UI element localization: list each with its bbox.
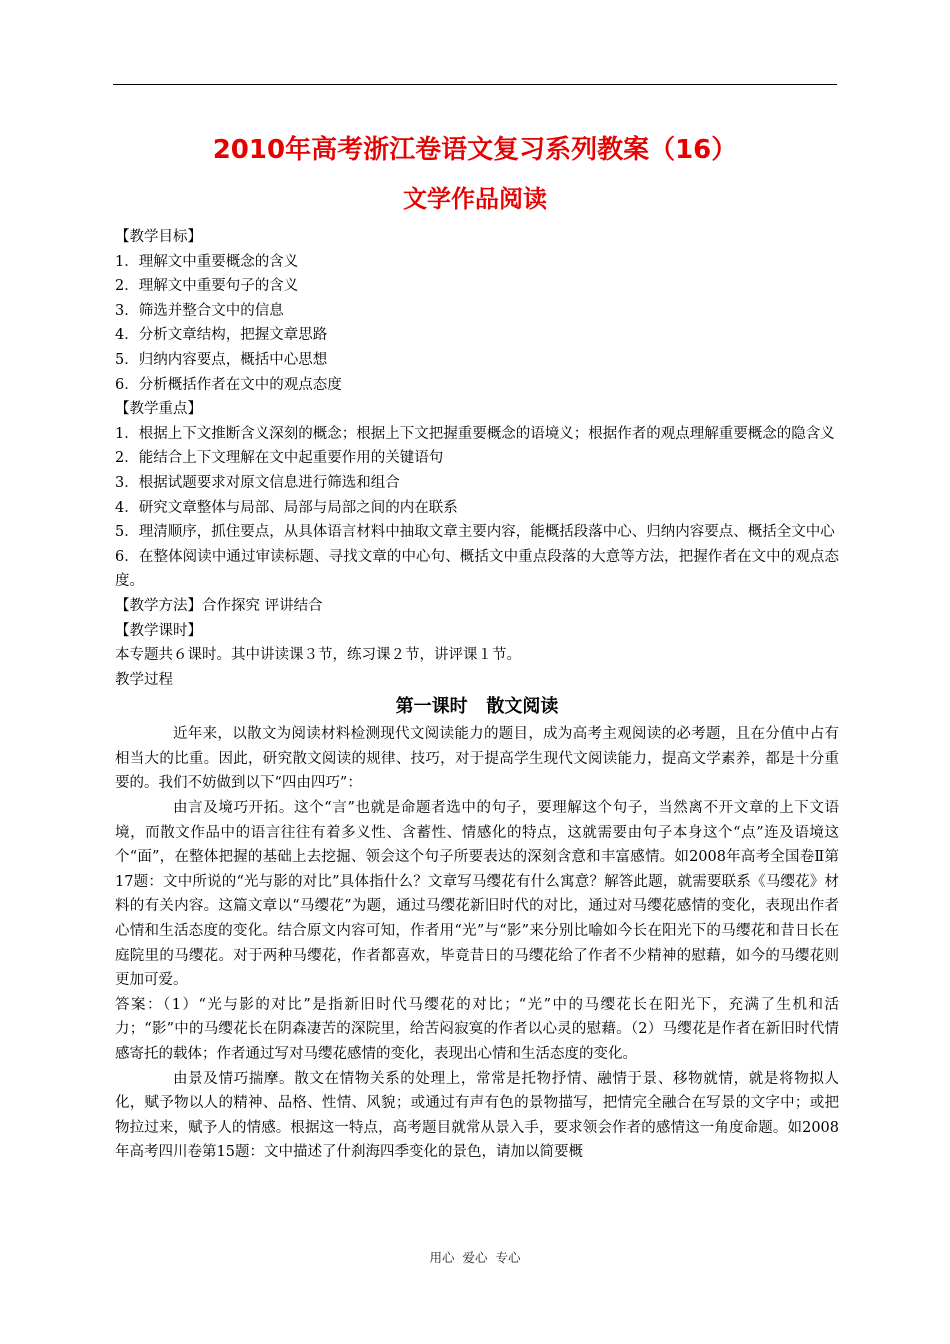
objective-item: 5．归纳内容要点，概括中心思想	[115, 351, 328, 368]
answer-paragraph: 答案：（1）“光与影的对比”是指新旧时代马缨花的对比；“光”中的马缨花长在阳光下，充满了生机和活力；“影”中的马缨花长在阴森凄苦的深院里，给苦闷寂寞的作者以心灵的慰藉。（2）马缨花是作者在新旧时代情感寄托的载体；作者通过写对马缨花感情的变化，表现出心情和生活态度的变化。	[115, 996, 839, 1062]
document-subtitle: 文学作品阅读	[403, 185, 547, 213]
key-point-item: 2．能结合上下文理解在文中起重要作用的关键语句	[115, 450, 444, 467]
body-paragraph: 近年来，以散文为阅读材料检测现代文阅读能力的题目，成为高考主观阅读的必考题，且在分值中占有相当大的比重。因此，研究散文阅读的规律、技巧，对于提高学生现代文阅读能力，提高文学素养，都是十分重要的。我们不妨做到以下“四由四巧”：	[115, 726, 839, 792]
process-label: 教学过程	[115, 671, 173, 688]
key-point-item: 4．研究文章整体与局部、局部与局部之间的内在联系	[115, 499, 458, 516]
hours-heading: 【教学课时】	[115, 622, 202, 639]
hours-text: 本专题共６课时。其中讲读课３节，练习课２节，讲评课１节。	[115, 647, 521, 664]
key-points-heading: 【教学重点】	[115, 401, 202, 418]
body-paragraph: 由景及情巧揣摩。散文在情物关系的处理上，常常是托物抒情、融情于景、移物就情，就是将物拟人化，赋予物以人的精神、品格、性情、风貌；或通过有声有色的景物描写，把情完全融合在写景的文字中；或把物拉过来，赋予人的情感。根据这一特点，高考题目就常从景入手，要求领会作者的感情这一角度命题。如2008年高考四川卷第15题：文中描述了什刹海四季变化的景色，请加以简要概	[115, 1070, 839, 1161]
key-point-item: 3．根据试题要求对原文信息进行筛选和组合	[115, 474, 400, 491]
objective-item: 1．理解文中重要概念的含义	[115, 253, 299, 270]
document-body	[115, 225, 839, 1165]
method-line: 【教学方法】合作探究 评讲结合	[115, 597, 323, 614]
key-point-item: 1．根据上下文推断含义深刻的概念；根据上下文把握重要概念的语境义；根据作者的观点理解重要概念的隐含义	[115, 425, 835, 442]
objective-item: 2．理解文中重要句子的含义	[115, 278, 299, 295]
objective-item: 3．筛选并整合文中的信息	[115, 302, 284, 319]
objective-item: 6．分析概括作者在文中的观点态度	[115, 376, 342, 393]
objective-item: 4．分析文章结构，把握文章思路	[115, 327, 328, 344]
key-point-item: 6．在整体阅读中通过审读标题、寻找文章的中心句、概括文中重点段落的大意等方法，把握作者在文中的观点态度。	[115, 548, 839, 590]
key-point-item: 5．理清顺序，抓住要点，从具体语言材料中抽取文章主要内容，能概括段落中心、归纳内容要点、概括全文中心	[115, 524, 835, 541]
body-paragraph: 由言及境巧开拓。这个“言”也就是命题者选中的句子，要理解这个句子，当然离不开文章的上下文语境，而散文作品中的语言往往有着多义性、含蓄性、情感化的特点，这就需要由句子本身这个“点”连及语境这个“面”，在整体把握的基础上去挖掘、领会这个句子所要表达的深刻含意和丰富感情。如2008年高考全国卷Ⅱ第17题：文中所说的“光与影的对比”具体指什么？文章写马缨花有什么寓意？解答此题，就需要联系《马缨花》材料的有关内容。这篇文章以“马缨花”为题，通过马缨花新旧时代的对比，通过对马缨花感情的变化，表现出作者心情和生活态度的变化。结合原文内容可知，作者用“光”与“影”来分别比喻如今长在阳光下的马缨花和昔日长在庭院里的马缨花。对于两种马缨花，作者都喜欢，毕竟昔日的马缨花给了作者不少精神的慰藉，如今的马缨花则更加可爱。	[115, 800, 839, 989]
header-rule	[113, 84, 837, 85]
objectives-heading: 【教学目标】	[115, 229, 202, 245]
lesson-title: 第一课时 散文阅读	[395, 696, 559, 718]
page-footer: 用心 爱心 专心	[429, 1250, 521, 1265]
document-title: 2010年高考浙江卷语文复习系列教案（16）	[212, 135, 738, 165]
